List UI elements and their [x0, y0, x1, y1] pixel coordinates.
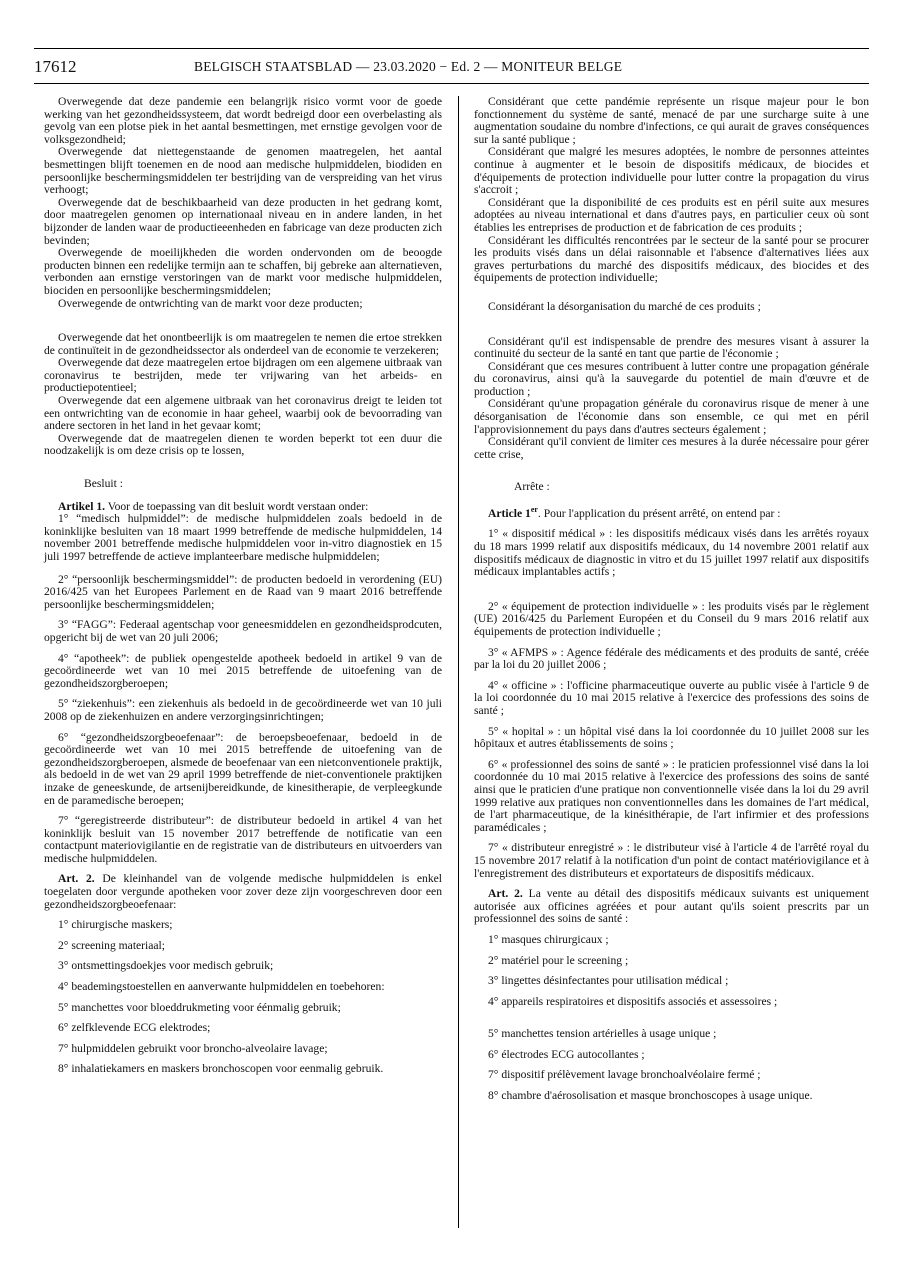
nl-list-item: 5° manchettes voor bloeddrukmeting voor éénmalig gebruik;: [58, 1000, 341, 1014]
page-number: 17612: [34, 57, 77, 76]
journal-title: BELGISCH STAATSBLAD — 23.03.2020 − Ed. 2 — MONITEUR BELGE: [194, 59, 623, 74]
fr-decree-heading: Arrête :: [514, 480, 550, 494]
fr-list-item: 3° lingettes désinfectantes pour utilisation médical ;: [488, 974, 729, 988]
fr-list-item: 4° appareils respiratoires et dispositifs associés et assessoires ;: [488, 994, 778, 1008]
nl-recital: Overwegende dat niettegenstaande de genomen maatregelen, het aantal besmettingen blijft toenemen en de nood aan medische hulpmiddelen, biodiden en persoonlijke beschermingsmiddelen ter bestrijding van de verspreiding van het virus verhoogt;: [44, 145, 442, 197]
nl-article-2: [44, 873, 442, 911]
nl-list-item: 6° zelfklevende ECG elektrodes;: [58, 1021, 211, 1035]
fr-definition: 1° « dispositif médical » : les dispositifs médicaux visés dans les arrêtés royaux du 18 mars 1999 relatif aux dispositifs médicaux, du 14 novembre 2001 relatif aux dispositifs médicaux de diagnostic in vitro et du 15 juillet 1997 relatif aux dispositifs médicaux implantables actifs ;: [474, 527, 869, 579]
fr-recital: Considérant qu'il est indispensable de prendre des mesures visant à assurer la continuité du secteur de la santé en tant que partie de l'économie ;: [474, 334, 869, 361]
nl-recital: Overwegende dat deze pandemie een belangrijk risico vormt voor de goede werking van het gezondheidssysteem, dat wordt bedreigd door een overbelasting als gevolg van een plotse piek in het aantal besmettingen, met ernstige gevolgen voor de volksgezondheid;: [44, 95, 442, 146]
nl-recital: Overwegende de moeilijkheden die worden ondervonden om de beoogde producten binnen een redelijke termijn aan te schaffen, bij gebreke aan alternatieven, verbonden aan ernstige verstoringen van de markt voor medische hulpmiddelen, biociden en persoonlijke beschermingsmiddelen;: [44, 246, 442, 297]
nl-article-1-heading: Artikel 1.: [58, 499, 106, 513]
column-divider: [458, 96, 459, 1228]
fr-definition: 5° « hopital » : un hôpital visé dans la loi coordonnée du 10 juillet 2008 sur les hôpitaux et autres établissements de soins ;: [474, 724, 869, 751]
nl-definition: 6° “gezondheidszorgbeoefenaar”: de beroepsbeoefenaar, bedoeld in de gecoördineerde wet van 10 mei 2015 betreffende de uitoefening van de gezondheidszorgberoepen, alsmede de beoefenaar van een nietconventionele praktijk, als bedoeld in de wet van 29 april 1999 betreffende de niet-conventionele praktijken inzake de geneeskunde, de artsenijbereidkunde, de kinesitherapie, de verpleegkunde en de paramedische beroepen;: [44, 730, 442, 807]
nl-list-item: 2° screening materiaal;: [58, 938, 165, 952]
fr-definition: 2° « équipement de protection individuelle » : les produits visés par le règlement (UE) 2016/425 du Parlement Européen et du Conseil du 9 mars 2016 relatif aux équipements de protection individuelle ;: [474, 599, 869, 639]
fr-recital: Considérant qu'il convient de limiter ces mesures à la durée nécessaire pour gérer cette crise,: [474, 435, 869, 461]
fr-article-2-heading: Art. 2.: [488, 887, 523, 901]
nl-definition: 2° “persoonlijk beschermingsmiddel”: de producten bedoeld in verordening (EU) 2016/425 van het Europees Parlement en de Raad van 9 maart 2016 betreffende persoonlijke beschermingsmiddelen;: [44, 572, 442, 611]
fr-recital: Considérant que ces mesures contribuent à lutter contre une propagation générale du coronavirus, ainsi qu'à la sauvegarde du potentiel de main d'œuvre et de production ;: [474, 359, 869, 398]
fr-list-item: 2° matériel pour le screening ;: [488, 953, 629, 967]
fr-article-1: [474, 504, 869, 520]
fr-definition: 6° « professionnel des soins de santé » : le praticien professionnel visé dans la loi coordonnée du 10 mai 2015 relative à l'exercice des professions des soins de santé ainsi que le praticien d'une pratique non conventionnelle visée dans la loi du 29 avril 1999 relative aux pratiques non conventionnelles dans les domaines de l'art médical, de l'art pharmaceutique, de la kinésithérapie, de l'art infirmier et des professions paramédicales ;: [474, 757, 869, 834]
fr-article-1-text: . Pour l'application du présent arrêté, on entend par :: [537, 506, 781, 520]
nl-article-2-text: De kleinhandel van de volgende medische hulpmiddelen is enkel toegelaten door vergunde apotheken voor zover deze zijn voorgeschreven door een gezondheidszorgbeoefenaar:: [44, 872, 443, 911]
fr-list-item: 7° dispositif prélèvement lavage bronchoalvéolaire fermé ;: [488, 1068, 761, 1082]
nl-recital: Overwegende dat deze maatregelen ertoe bijdragen om een algemene uitbraak van coronavirus te bestrijden, mede ter vrijwaring van het arbeids- en productiepotentieel;: [44, 356, 442, 395]
nl-definition: 5° “ziekenhuis”: een ziekenhuis als bedoeld in de gecoördineerde wet van 10 juli 2008 op de ziekenhuizen en andere verzorgingsinrichtingen;: [44, 697, 442, 723]
nl-list-item: 4° beademingstoestellen en aanverwante hulpmiddelen en toebehoren:: [58, 980, 385, 994]
dutch-column: [44, 96, 442, 1076]
fr-article-2-text: La vente au détail des dispositifs médicaux suivants est uniquement autorisée aux officines agréées et pour autant qu'ils soient prescrits par un professionnel des soins de santé :: [474, 887, 869, 926]
nl-list-item: 7° hulpmiddelen gebruikt voor broncho-alveolaire lavage;: [58, 1041, 328, 1055]
fr-list-item: 6° électrodes ECG autocollantes ;: [488, 1047, 645, 1061]
nl-definition: 7° “geregistreerde distributeur”: de distributeur bedoeld in artikel 4 van het koninklijk besluit van 15 november 2017 betreffende de notificatie van een contactpunt materiovigilantie en de registratie van de distributeurs en uitvoerders van medische hulpmiddelen.: [44, 814, 442, 865]
fr-article-1-heading: Article 1: [488, 506, 531, 520]
nl-list-item: 8° inhalatiekamers en maskers bronchoscopen voor eenmalig gebruik.: [58, 1062, 384, 1076]
fr-recital: Considérant les difficultés rencontrées par le secteur de la santé pour se procurer les produits visés dans un délai raisonnable et l'absence d'alternatives liées aux graves perturbations du marché des dispositifs médicaux, des biocides et des équipements de protection individuelle;: [474, 233, 869, 285]
fr-article-1-superscript: er: [530, 505, 538, 515]
fr-recital: Considérant la désorganisation du marché de ces produits ;: [488, 299, 761, 313]
nl-recital: Overwegende dat een algemene uitbraak van het coronavirus dreigt te leiden tot een ontwrichting van de economie in haar geheel, waarbij ook de bevoorrading van andere sectoren in het land in het gevaar komt;: [44, 394, 442, 433]
fr-recital: Considérant que cette pandémie représente un risque majeur pour le bon fonctionnement du système de santé, menacé de par une surcharge suite à une augmentation soudaine du nombre d'infections, ce qui aurait de graves conséquences sur la santé publique ;: [474, 95, 869, 146]
fr-definition: 4° « officine » : l'officine pharmaceutique ouverte au public visée à l'article 9 de la loi coordonnée du 10 mai 2015 relative à l'exercice des professions des soins de santé ;: [474, 678, 869, 718]
nl-list-item: 1° chirurgische maskers;: [58, 918, 173, 932]
fr-definition: 3° « AFMPS » : Agence fédérale des médicaments et des produits de santé, créée par la loi du 20 juillet 2006 ;: [474, 645, 869, 672]
nl-recital: Overwegende dat het onontbeerlijk is om maatregelen te nemen die ertoe strekken de continuïteit in de gezondheidssector als onderdeel van de economie te verzekeren;: [44, 331, 442, 357]
nl-recital: Overwegende dat de beschikbaarheid van deze producten in het gedrang komt, door maatregelen genomen op internationaal niveau en in andere landen, in het bijzonder de landen waar de productieeenheden en fabricage van deze producten zich bevinden;: [44, 195, 442, 247]
fr-list-item: 5° manchettes tension artérielles à usage unique ;: [488, 1027, 717, 1041]
french-column: [474, 96, 869, 1103]
fr-article-2: [474, 888, 869, 926]
nl-definition: 4° “apotheek”: de publiek opengestelde apotheek bedoeld in artikel 9 van de gecoördineerde wet van 10 mei 2015 betreffende de uitoefening van de gezondheidszorgberoepen;: [44, 651, 442, 690]
nl-definition: 1° “medisch hulpmiddel”: de medische hulpmiddelen zoals bedoeld in de koninklijke besluiten van 18 maart 1999 betreffende de medische hulpmiddelen, 14 november 2001 betreffende medische hulpmiddelen voor in-vitro diagnostiek en 15 juli 1997 betreffende de actieve implanteerbare medische hulpmiddelen;: [44, 512, 442, 563]
nl-recital: Overwegende dat de maatregelen dienen te worden beperkt tot een duur die noodzakelijk is om deze crisis op te lossen,: [44, 431, 442, 458]
document-page: [34, 48, 869, 1103]
nl-decree-heading: Besluit :: [84, 477, 123, 491]
fr-recital: Considérant que la disponibilité de ces produits est en péril suite aux mesures adoptées au niveau international et dans d'autres pays, en particulier ceux où sont établies les entreprises de production et de fabrication de ces produits ;: [474, 195, 869, 234]
nl-article-1-text: Voor de toepassing van dit besluit wordt verstaan onder:: [105, 499, 369, 513]
page-header: [34, 48, 869, 84]
nl-recital: Overwegende de ontwrichting van de markt voor deze producten;: [58, 296, 363, 310]
fr-recital: Considérant qu'une propagation générale du coronavirus risque de mener à une désorganisation de l'économie dans son ensemble, ce qui met en péril l'approvisionnement du pays dans d'autres secteurs également ;: [474, 397, 869, 436]
nl-list-item: 3° ontsmettingsdoekjes voor medisch gebruik;: [58, 959, 274, 973]
fr-definition: 7° « distributeur enregistré » : le distributeur visé à l'article 4 de l'arrêté royal du 15 novembre 2017 relatif à la notification d'un point de contact matériovigilance et à l'enregistrement des distributeurs et exportateurs de dispositifs médicaux.: [474, 841, 869, 880]
fr-list-item: 8° chambre d'aérosolisation et masque bronchoscopes à usage unique.: [488, 1089, 813, 1103]
fr-recital: Considérant que malgré les mesures adoptées, le nombre de personnes atteintes continue à augmenter et le besoin de dispositifs médicaux, de biocides et d'équipements de protection individuelle pour lutter contre la propagation du virus s'accroit ;: [474, 145, 869, 197]
nl-article-2-heading: Art. 2.: [58, 872, 95, 886]
nl-definition: 3° “FAGG”: Federaal agentschap voor geneesmiddelen en gezondheidsprodcuten, opgericht bij de wet van 20 juli 2006;: [44, 618, 442, 644]
fr-list-item: 1° masques chirurgicaux ;: [488, 932, 609, 946]
